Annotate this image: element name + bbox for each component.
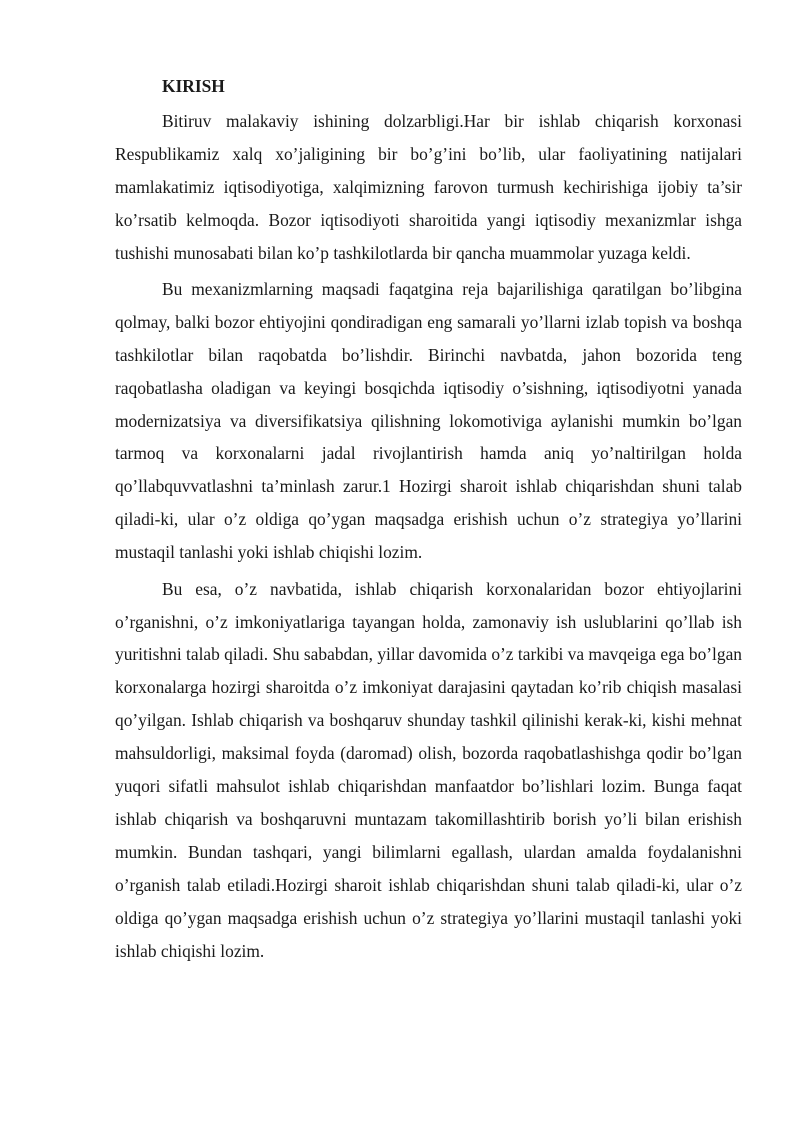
paragraph-2: Bu mexanizmlarning maqsadi faqatgina reja bajarilishiga qaratilgan bo’libgina qolmay, balki bozor ehtiyojini qondiradigan eng samarali yo’llarni izlab topish va boshqa tashkilotlar bilan raqobatda bo’lishdir. Birinchi navbatda, jahon bozorida teng raqobatlasha oladigan va keyingi bosqichda iqtisodiy o’sishning, iqtisodiyotni yanada modernizatsiya va diversifikatsiya qilishning lokomotiviga aylanishi mumkin bo’lgan tarmoq va korxonalarni jadal rivojlantirish hamda aniq yo’naltirilgan holda qo’llabquvvatlashni ta’minlash zarur.1 Hozirgi sharoit ishlab chiqarishdan shuni talab qiladi-ki, ular o’z oldiga qo’ygan maqsadga erishish uchun o’z strategiya yo’llarini mustaqil tanlashi yoki ishlab chiqishi lozim. xyxy=(115,278,742,563)
document-body xyxy=(115,70,742,971)
paragraph-3: Bu esa, o’z navbatida, ishlab chiqarish korxonalaridan bozor ehtiyojlarini o’rganishni, o’z imkoniyatlariga tayangan holda, zamonaviy ish uslublarini qo’llab ish yuritishni talab qiladi. Shu sababdan, yillar davomida o’z tarkibi va mavqeiga ega bo’lgan korxonalarga hozirgi sharoitda o’z imkoniyat darajasini qaytadan ko’rib chiqish masalasi qo’yilgan. Ishlab chiqarish va boshqaruv shunday tashkil qilinishi kerak-ki, kishi mehnat mahsuldorligi, maksimal foyda (daromad) olish, bozorda raqobatlashishga qodir bo’lgan yuqori sifatli mahsulot ishlab chiqarishdan manfaatdor bo’lishlari lozim. Bunga faqat ishlab chiqarish va boshqaruvni muntazam takomillashtirib borish yo’li bilan erishish mumkin. Bundan tashqari, yangi bilimlarni egallash, ulardan amalda foydalanishni o’rganish talab etiladi.Hozirgi sharoit ishlab chiqarishdan shuni talab qiladi-ki, ular o’z oldiga qo’ygan maqsadga erishish uchun o’z strategiya yo’llarini mustaqil tanlashi yoki ishlab chiqishi lozim. xyxy=(115,578,742,961)
section-heading: KIRISH xyxy=(162,76,225,96)
paragraph-1: Bitiruv malakaviy ishining dolzarbligi.Har bir ishlab chiqarish korxonasi Respublikamiz xalq xo’jaligining bir bo’g’ini bo’lib, ular faoliyatining natijalari mamlakatimiz iqtisodiyotiga, xalqimizning farovon turmush kechirishiga ijobiy ta’sir ko’rsatib kelmoqda. Bozor iqtisodiyoti sharoitida yangi iqtisodiy mexanizmlar ishga tushishi munosabati bilan ko’p tashkilotlarda bir qancha muammolar yuzaga keldi. xyxy=(115,110,742,263)
